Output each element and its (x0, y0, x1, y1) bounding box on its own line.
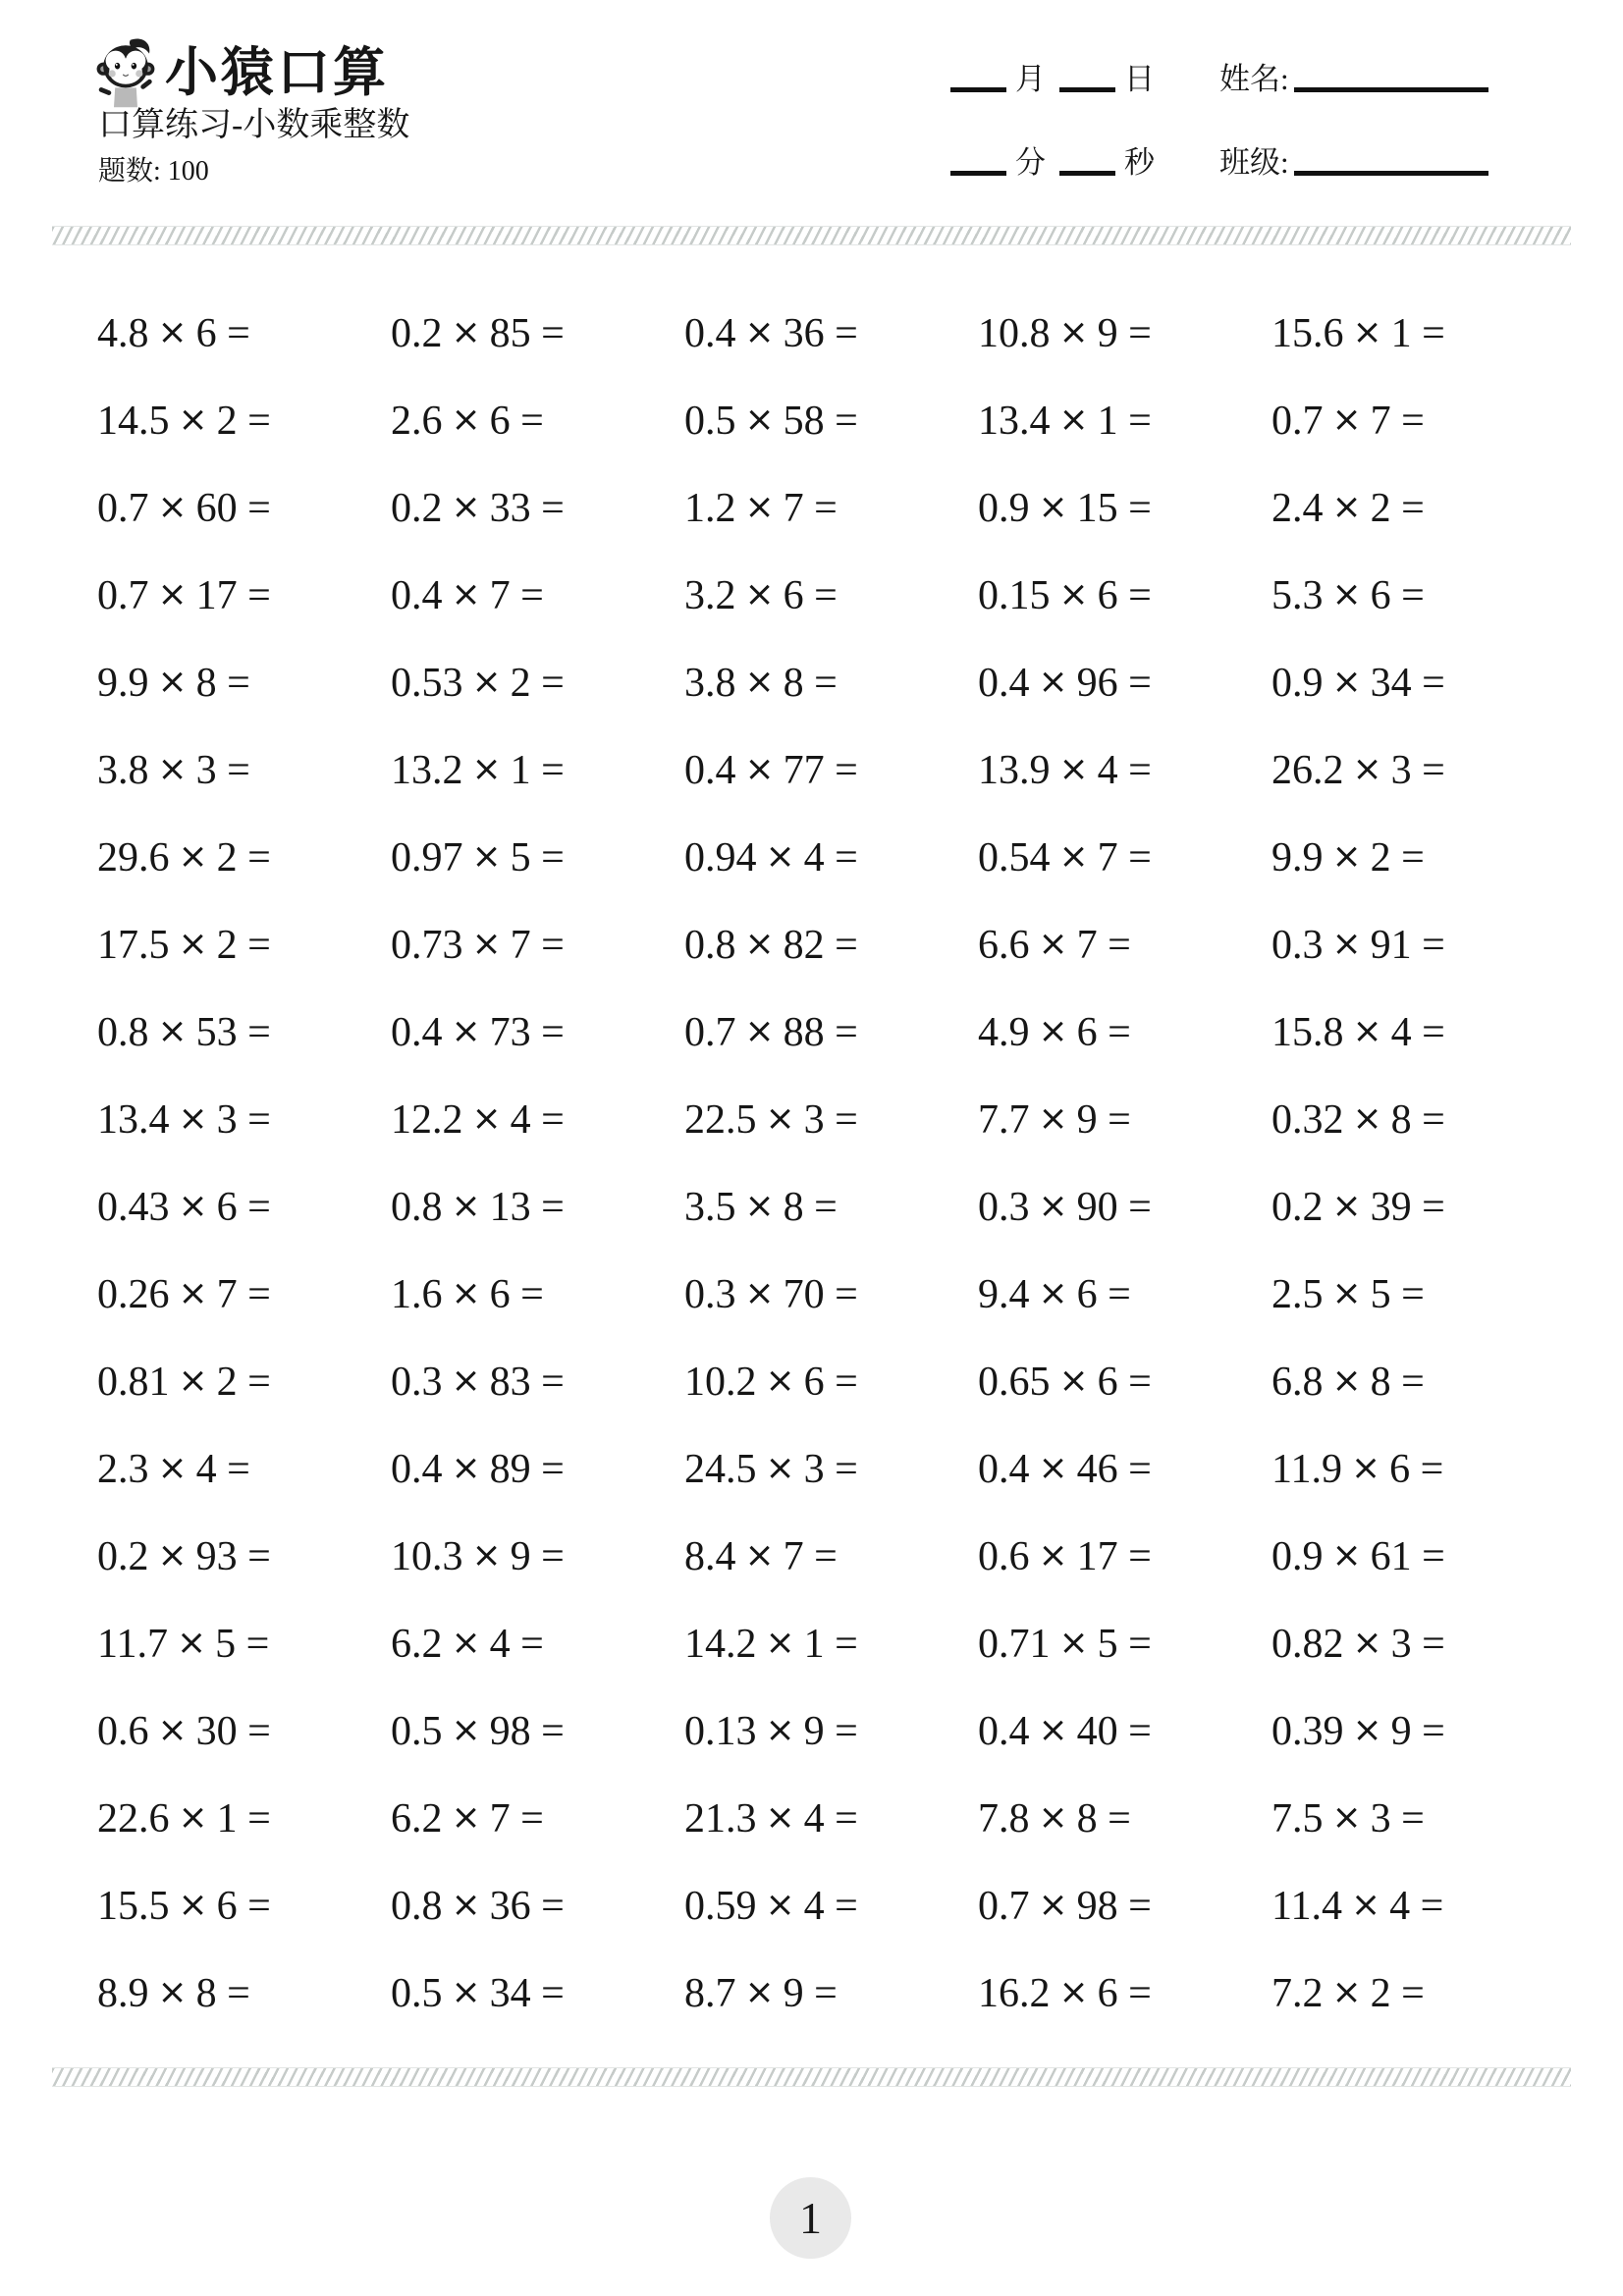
multiply-sign: × (471, 835, 502, 877)
problem: 21.3 × 4 = (684, 1795, 858, 1842)
problems-grid (97, 290, 1565, 2037)
problem: 0.2 × 85 = (391, 310, 565, 356)
header-fill-ins (950, 59, 1488, 182)
multiply-sign: × (1038, 1010, 1068, 1051)
problem: 0.71 × 5 = (978, 1621, 1152, 1667)
multiply-sign: × (1331, 1360, 1362, 1401)
class-label: 班级: (1219, 145, 1289, 180)
multiply-sign: × (1352, 311, 1382, 352)
problem: 0.5 × 98 = (391, 1708, 565, 1754)
multiply-sign: × (1038, 1884, 1068, 1925)
multiply-sign: × (1331, 573, 1362, 614)
problem: 0.2 × 93 = (97, 1533, 271, 1579)
name-label: 姓名: (1219, 62, 1289, 96)
problem: 0.7 × 98 = (978, 1883, 1152, 1929)
multiply-sign: × (744, 1185, 775, 1226)
problem: 2.6 × 6 = (391, 398, 544, 444)
month-label: 月 (1015, 62, 1046, 96)
multiply-sign: × (1350, 1447, 1381, 1488)
multiply-sign: × (157, 1534, 188, 1575)
problem: 0.3 × 70 = (684, 1271, 858, 1317)
multiply-sign: × (178, 399, 208, 440)
problem: 2.3 × 4 = (97, 1446, 250, 1492)
multiply-sign: × (1038, 1097, 1068, 1139)
multiply-sign: × (765, 1447, 795, 1488)
problem: 0.3 × 83 = (391, 1359, 565, 1405)
problem: 0.5 × 34 = (391, 1970, 565, 2016)
problem: 0.15 × 6 = (978, 572, 1152, 618)
multiply-sign: × (451, 1010, 481, 1051)
problem: 0.97 × 5 = (391, 834, 565, 881)
multiply-sign: × (744, 748, 775, 789)
multiply-sign: × (1331, 1971, 1362, 2012)
problem: 2.5 × 5 = (1271, 1271, 1425, 1317)
problem: 0.4 × 73 = (391, 1009, 565, 1055)
multiply-sign: × (471, 661, 502, 702)
multiply-sign: × (744, 486, 775, 527)
problem: 0.6 × 30 = (97, 1708, 271, 1754)
problem: 0.4 × 36 = (684, 310, 858, 356)
problem: 0.65 × 6 = (978, 1359, 1152, 1405)
multiply-sign: × (1331, 1272, 1362, 1313)
problem: 0.73 × 7 = (391, 922, 565, 968)
problem: 0.5 × 58 = (684, 398, 858, 444)
problem: 13.9 × 4 = (978, 747, 1152, 793)
second-label: 秒 (1124, 145, 1155, 180)
multiply-sign: × (1331, 835, 1362, 877)
problem: 13.2 × 1 = (391, 747, 565, 793)
multiply-sign: × (1352, 1010, 1382, 1051)
multiply-sign: × (157, 748, 188, 789)
problem: 0.6 × 17 = (978, 1533, 1152, 1579)
multiply-sign: × (1038, 923, 1068, 964)
multiply-sign: × (451, 1622, 481, 1663)
problem: 2.4 × 2 = (1271, 485, 1425, 531)
multiply-sign: × (1058, 311, 1089, 352)
problem: 0.4 × 96 = (978, 660, 1152, 706)
problem: 0.7 × 88 = (684, 1009, 858, 1055)
problem: 0.7 × 17 = (97, 572, 271, 618)
multiply-sign: × (765, 835, 795, 877)
app-name: 小猿口算 (165, 41, 389, 103)
problem: 6.8 × 8 = (1271, 1359, 1425, 1405)
problem: 0.7 × 60 = (97, 485, 271, 531)
problem: 1.2 × 7 = (684, 485, 838, 531)
problem: 16.2 × 6 = (978, 1970, 1152, 2016)
problem: 11.9 × 6 = (1271, 1446, 1444, 1492)
problem: 6.2 × 4 = (391, 1621, 544, 1667)
day-label: 日 (1124, 62, 1155, 96)
question-count: 题数: 100 (98, 156, 209, 187)
problem: 0.53 × 2 = (391, 660, 565, 706)
month-blank (950, 87, 1006, 92)
problem: 12.2 × 4 = (391, 1096, 565, 1143)
problem: 9.4 × 6 = (978, 1271, 1131, 1317)
multiply-sign: × (744, 1010, 775, 1051)
multiply-sign: × (744, 1534, 775, 1575)
problem: 5.3 × 6 = (1271, 572, 1425, 618)
day-blank (1059, 87, 1115, 92)
page-number: 1 (799, 2193, 822, 2243)
problem: 22.6 × 1 = (97, 1795, 271, 1842)
problem: 6.2 × 7 = (391, 1795, 544, 1842)
multiply-sign: × (451, 1971, 481, 2012)
multiply-sign: × (1331, 399, 1362, 440)
problem: 3.8 × 3 = (97, 747, 250, 793)
multiply-sign: × (1331, 661, 1362, 702)
problem: 24.5 × 3 = (684, 1446, 858, 1492)
problem: 22.5 × 3 = (684, 1096, 858, 1143)
multiply-sign: × (157, 573, 188, 614)
multiply-sign: × (744, 399, 775, 440)
multiply-sign: × (451, 486, 481, 527)
problem: 7.7 × 9 = (978, 1096, 1131, 1143)
problem: 0.81 × 2 = (97, 1359, 271, 1405)
problem: 4.9 × 6 = (978, 1009, 1131, 1055)
multiply-sign: × (451, 1796, 481, 1838)
multiply-sign: × (1331, 1534, 1362, 1575)
multiply-sign: × (451, 1185, 481, 1226)
problem: 0.4 × 46 = (978, 1446, 1152, 1492)
multiply-sign: × (157, 1447, 188, 1488)
worksheet-title: 口算练习-小数乘整数 (98, 107, 410, 143)
problem: 0.4 × 89 = (391, 1446, 565, 1492)
problem: 8.4 × 7 = (684, 1533, 838, 1579)
problem: 6.6 × 7 = (978, 922, 1131, 968)
problem: 7.2 × 2 = (1271, 1970, 1425, 2016)
problem: 8.9 × 8 = (97, 1970, 250, 2016)
multiply-sign: × (451, 1360, 481, 1401)
problem: 0.4 × 77 = (684, 747, 858, 793)
multiply-sign: × (1038, 1709, 1068, 1750)
multiply-sign: × (157, 486, 188, 527)
problem: 3.5 × 8 = (684, 1184, 838, 1230)
multiply-sign: × (1058, 573, 1089, 614)
problem: 29.6 × 2 = (97, 834, 271, 881)
problem: 0.26 × 7 = (97, 1271, 271, 1317)
problem: 0.4 × 7 = (391, 572, 544, 618)
problem: 0.4 × 40 = (978, 1708, 1152, 1754)
multiply-sign: × (157, 1709, 188, 1750)
multiply-sign: × (178, 835, 208, 877)
multiply-sign: × (765, 1884, 795, 1925)
problem: 15.5 × 6 = (97, 1883, 271, 1929)
problem: 14.5 × 2 = (97, 398, 271, 444)
multiply-sign: × (157, 311, 188, 352)
problem: 4.8 × 6 = (97, 310, 250, 356)
problem: 9.9 × 8 = (97, 660, 250, 706)
problem: 8.7 × 9 = (684, 1970, 838, 2016)
multiply-sign: × (451, 1884, 481, 1925)
multiply-sign: × (176, 1622, 207, 1663)
problem: 0.9 × 61 = (1271, 1533, 1445, 1579)
multiply-sign: × (451, 1272, 481, 1313)
problem: 15.8 × 4 = (1271, 1009, 1445, 1055)
problem: 13.4 × 1 = (978, 398, 1152, 444)
multiply-sign: × (1038, 1534, 1068, 1575)
multiply-sign: × (744, 1971, 775, 2012)
multiply-sign: × (1058, 1360, 1089, 1401)
second-blank (1059, 171, 1115, 176)
multiply-sign: × (451, 1447, 481, 1488)
multiply-sign: × (744, 923, 775, 964)
page-number-badge (770, 2177, 851, 2259)
problem: 0.8 × 36 = (391, 1883, 565, 1929)
problem: 0.32 × 8 = (1271, 1096, 1445, 1143)
multiply-sign: × (1352, 1097, 1382, 1139)
problem: 0.94 × 4 = (684, 834, 858, 881)
multiply-sign: × (178, 1796, 208, 1838)
problem: 0.8 × 13 = (391, 1184, 565, 1230)
problem: 0.2 × 39 = (1271, 1184, 1445, 1230)
multiply-sign: × (471, 748, 502, 789)
problem: 1.6 × 6 = (391, 1271, 544, 1317)
multiply-sign: × (451, 573, 481, 614)
multiply-sign: × (157, 1971, 188, 2012)
problem: 7.5 × 3 = (1271, 1795, 1425, 1842)
problem: 0.9 × 34 = (1271, 660, 1445, 706)
multiply-sign: × (1352, 1709, 1382, 1750)
multiply-sign: × (1038, 1796, 1068, 1838)
multiply-sign: × (1331, 1185, 1362, 1226)
problem: 0.7 × 7 = (1271, 398, 1425, 444)
bottom-hatched-divider (52, 2067, 1571, 2087)
multiply-sign: × (471, 923, 502, 964)
multiply-sign: × (178, 1884, 208, 1925)
problem: 17.5 × 2 = (97, 922, 271, 968)
multiply-sign: × (178, 1097, 208, 1139)
monkey-logo-icon (96, 37, 155, 110)
multiply-sign: × (1058, 1622, 1089, 1663)
problem: 0.8 × 82 = (684, 922, 858, 968)
problem: 0.82 × 3 = (1271, 1621, 1445, 1667)
multiply-sign: × (471, 1097, 502, 1139)
multiply-sign: × (1352, 1622, 1382, 1663)
problem: 0.54 × 7 = (978, 834, 1152, 881)
multiply-sign: × (1331, 923, 1362, 964)
problem: 10.8 × 9 = (978, 310, 1152, 356)
multiply-sign: × (1038, 661, 1068, 702)
problem: 0.13 × 9 = (684, 1708, 858, 1754)
problem: 15.6 × 1 = (1271, 310, 1445, 356)
multiply-sign: × (765, 1097, 795, 1139)
top-hatched-divider (52, 226, 1571, 245)
problem: 26.2 × 3 = (1271, 747, 1445, 793)
multiply-sign: × (451, 1709, 481, 1750)
multiply-sign: × (744, 1272, 775, 1313)
problem: 11.4 × 4 = (1271, 1883, 1444, 1929)
problem: 0.59 × 4 = (684, 1883, 858, 1929)
problem: 0.9 × 15 = (978, 485, 1152, 531)
problem: 10.2 × 6 = (684, 1359, 858, 1405)
problem: 3.2 × 6 = (684, 572, 838, 618)
date-line (950, 59, 1488, 98)
multiply-sign: × (1038, 1185, 1068, 1226)
multiply-sign: × (744, 661, 775, 702)
problem: 0.2 × 33 = (391, 485, 565, 531)
problem: 13.4 × 3 = (97, 1096, 271, 1143)
time-line (950, 142, 1488, 182)
app-logo (96, 37, 389, 110)
problem: 9.9 × 2 = (1271, 834, 1425, 881)
multiply-sign: × (471, 1534, 502, 1575)
multiply-sign: × (744, 311, 775, 352)
multiply-sign: × (765, 1622, 795, 1663)
multiply-sign: × (451, 311, 481, 352)
multiply-sign: × (744, 573, 775, 614)
problem: 0.43 × 6 = (97, 1184, 271, 1230)
multiply-sign: × (157, 661, 188, 702)
multiply-sign: × (1352, 748, 1382, 789)
multiply-sign: × (1058, 835, 1089, 877)
minute-blank (950, 171, 1006, 176)
multiply-sign: × (1038, 1447, 1068, 1488)
multiply-sign: × (157, 1010, 188, 1051)
multiply-sign: × (765, 1360, 795, 1401)
problem: 7.8 × 8 = (978, 1795, 1131, 1842)
multiply-sign: × (1331, 486, 1362, 527)
multiply-sign: × (178, 923, 208, 964)
multiply-sign: × (1058, 1971, 1089, 2012)
problem: 0.3 × 90 = (978, 1184, 1152, 1230)
minute-label: 分 (1015, 145, 1046, 180)
multiply-sign: × (178, 1185, 208, 1226)
multiply-sign: × (1058, 748, 1089, 789)
multiply-sign: × (451, 399, 481, 440)
problem: 3.8 × 8 = (684, 660, 838, 706)
problem: 10.3 × 9 = (391, 1533, 565, 1579)
problem: 0.39 × 9 = (1271, 1708, 1445, 1754)
problem: 11.7 × 5 = (97, 1621, 270, 1667)
multiply-sign: × (765, 1709, 795, 1750)
multiply-sign: × (178, 1360, 208, 1401)
name-blank (1294, 87, 1488, 92)
multiply-sign: × (1350, 1884, 1381, 1925)
class-blank (1294, 171, 1488, 176)
multiply-sign: × (1058, 399, 1089, 440)
problem: 0.8 × 53 = (97, 1009, 271, 1055)
multiply-sign: × (178, 1272, 208, 1313)
multiply-sign: × (1038, 1272, 1068, 1313)
multiply-sign: × (765, 1796, 795, 1838)
problem: 14.2 × 1 = (684, 1621, 858, 1667)
problem: 0.3 × 91 = (1271, 922, 1445, 968)
multiply-sign: × (1331, 1796, 1362, 1838)
multiply-sign: × (1038, 486, 1068, 527)
